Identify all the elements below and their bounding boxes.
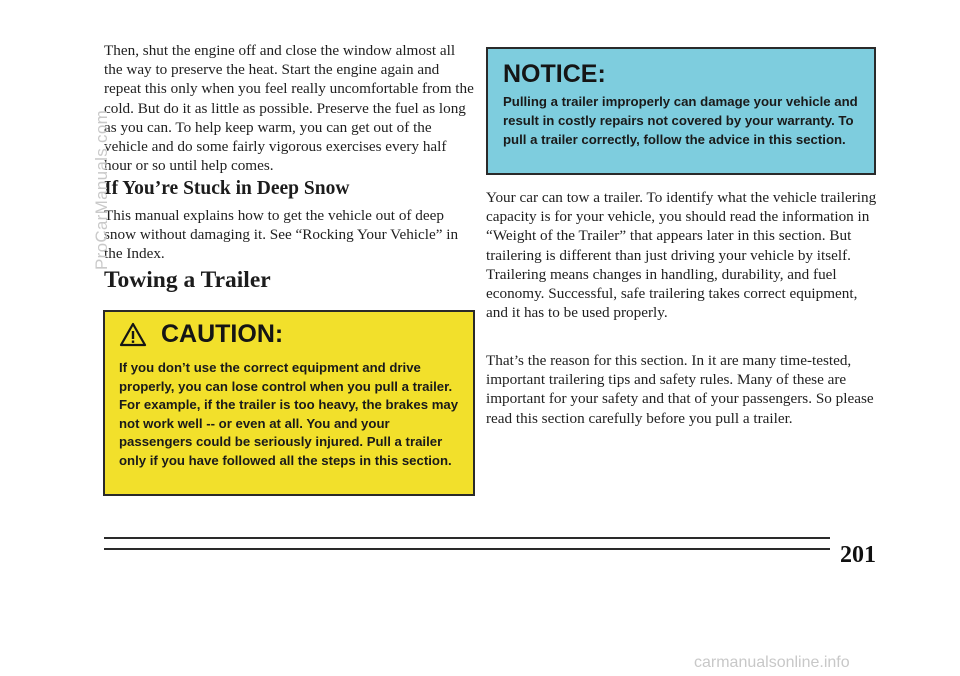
trailer-paragraph-1: Your car can tow a trailer. To identify what the vehicle trailering capacity is for your vehicle, you should read the information in “Weight of the Trailer” that appears later in this section. But trailering is different than just driving your vehicle by itself. Trailering means changes in handling, durability, and fuel economy. Successful, safe trailering takes correct equipment, and it has to be used properly. (486, 189, 877, 322)
warning-triangle-icon (119, 322, 147, 347)
side-watermark: ProCarManuals.com (92, 109, 111, 270)
footer-rule-top (104, 537, 830, 539)
notice-box (486, 47, 876, 175)
notice-title: NOTICE: (503, 60, 606, 88)
footer-rule-bottom (104, 548, 830, 550)
stuck-in-snow-heading: If You’re Stuck in Deep Snow (104, 178, 350, 199)
notice-body: Pulling a trailer improperly can damage your vehicle and result in costly repairs not covered by your warranty. To pull a trailer correctly, follow the advice in this section. (503, 94, 858, 147)
stuck-in-snow-paragraph: This manual explains how to get the vehicle out of deep snow without damaging it. See “Rocking Your Vehicle” in the Index. (104, 207, 459, 263)
caution-title: CAUTION: (161, 320, 284, 348)
caution-title-row (119, 320, 283, 349)
page-number: 201 (840, 542, 876, 568)
caution-body: If you don’t use the correct equipment and drive properly, you can lose control when you pull a trailer. For example, if the trailer is too heavy, the brakes may not work well -- or even at all. You and your passengers could be seriously injured. Pull a trailer only if you have followed all the steps in this section. (119, 360, 459, 468)
caution-box (103, 310, 475, 496)
intro-paragraph: Then, shut the engine off and close the window almost all the way to preserve the heat. Start the engine again and repeat this only when you feel really uncomfortable from the cold. But do it as little as possible. Preserve the fuel as long as you can. To help keep warm, you can get out of the vehicle and do some fairly vigorous exercises every half hour or so until help comes. (104, 42, 474, 175)
bottom-watermark: carmanualsonline.info (694, 654, 850, 671)
towing-trailer-heading: Towing a Trailer (104, 267, 271, 293)
trailer-paragraph-2: That’s the reason for this section. In it are many time-tested, important trailering tips and safety rules. Many of these are important for your safety and that of your passengers. So please read this section carefully before you pull a trailer. (486, 352, 874, 427)
